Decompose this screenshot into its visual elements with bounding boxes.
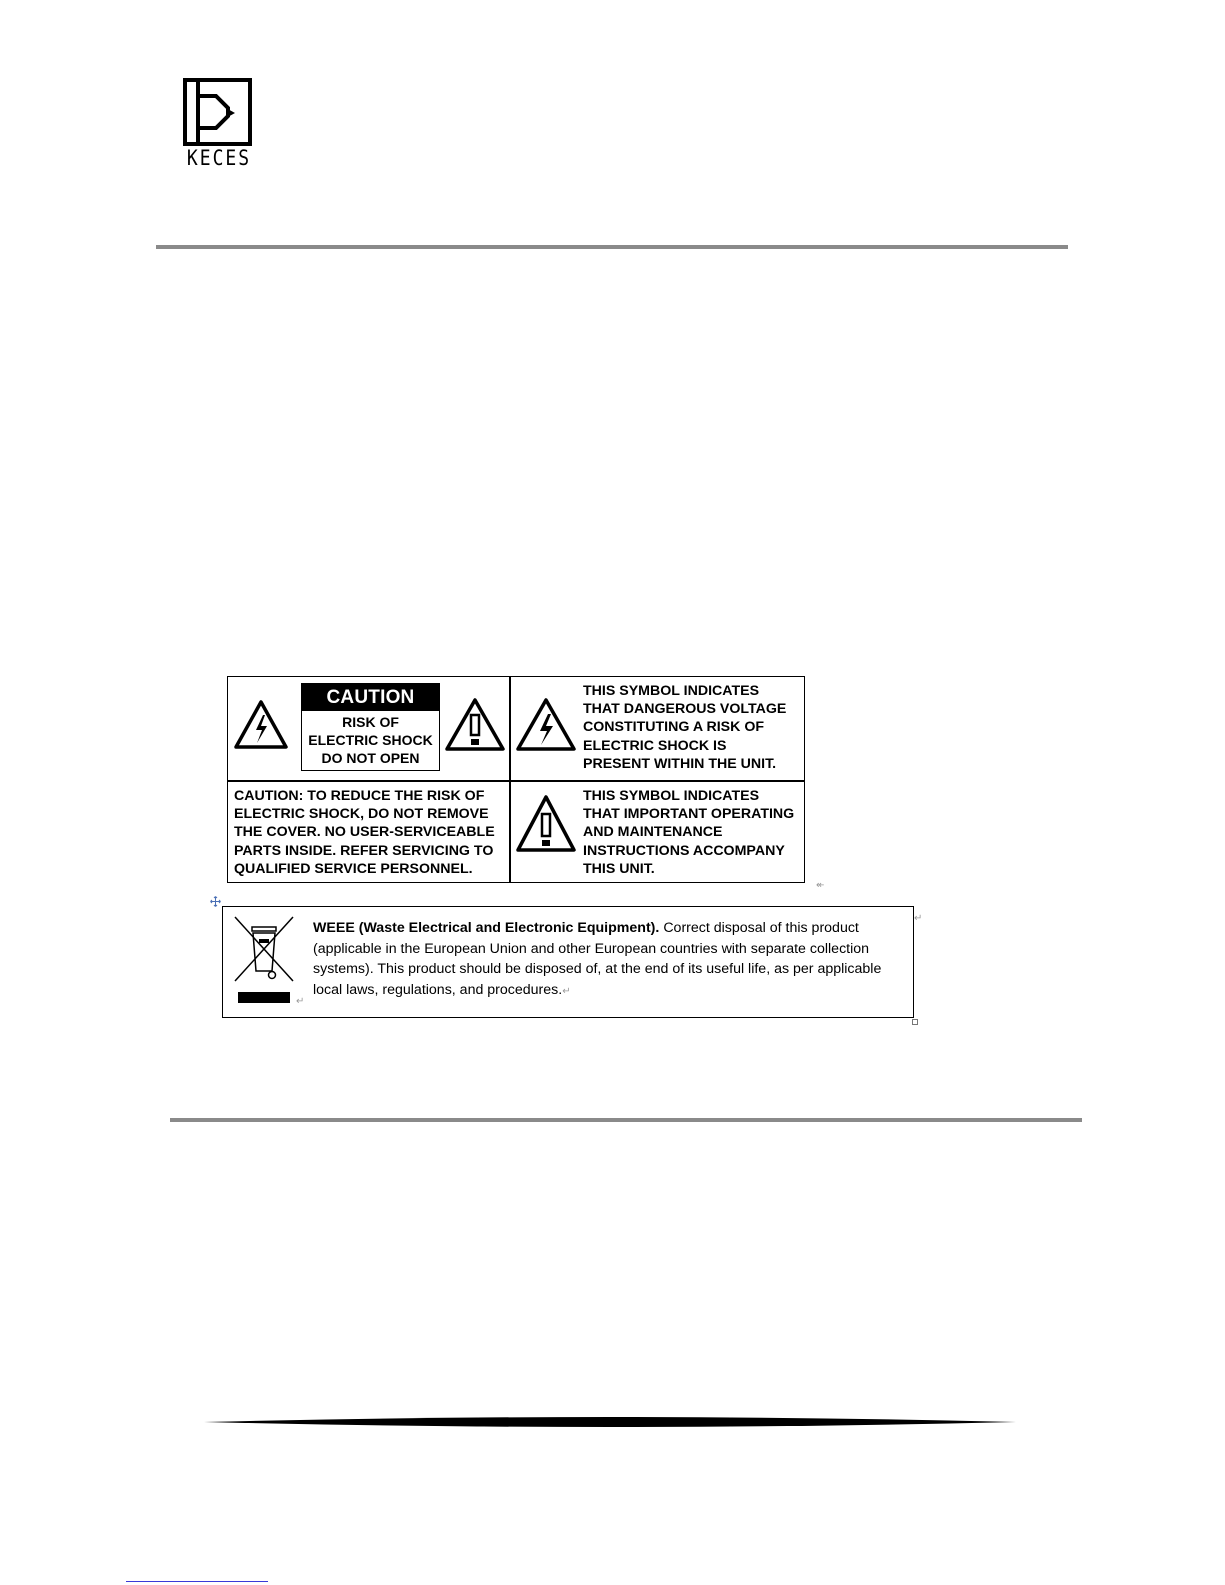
voltage-symbol-explanation [583, 682, 786, 773]
exclamation-warning-icon [444, 697, 506, 753]
text-line: THAT IMPORTANT OPERATING [583, 806, 795, 823]
top-divider [156, 245, 1068, 249]
lightning-warning-icon [233, 699, 289, 751]
logo-brand-text: KECES [186, 145, 252, 172]
text-line: QUALIFIED SERVICE PERSONNEL. [234, 860, 473, 877]
crossed-out-wheelie-bin-icon [233, 915, 295, 1005]
keces-logo [182, 78, 256, 174]
text-line: THAT DANGEROUS VOLTAGE [583, 701, 787, 718]
text-line: PRESENT WITHIN THE UNIT. [583, 755, 777, 772]
text-line: THIS SYMBOL INDICATES [583, 788, 760, 804]
caution-line: DO NOT OPEN [321, 750, 420, 766]
weee-body: Correct disposal of this product (applicable in the European Union and other European countries with separate collection systems). This product should be disposed of, at the end of its useful life, as per applicable local laws, regulations, and procedures. [313, 920, 882, 998]
text-line: INSTRUCTIONS ACCOMPANY [583, 842, 785, 859]
text-line: ELECTRIC SHOCK, DO NOT REMOVE [234, 806, 489, 823]
caution-line: ELECTRIC SHOCK [308, 732, 433, 748]
text-line: CONSTITUTING A RISK OF [583, 719, 765, 736]
caution-label [301, 683, 440, 771]
paragraph-mark: ↵ [296, 996, 305, 1007]
paragraph-mark: ↵ [914, 913, 923, 924]
text-line: THIS SYMBOL INDICATES [583, 683, 760, 699]
table-move-handle-icon[interactable] [210, 894, 221, 905]
table-resize-handle[interactable] [912, 1019, 918, 1025]
lightning-warning-icon [515, 697, 577, 753]
paragraph-mark: ↵ [562, 985, 571, 997]
table-horizontal-rule [228, 780, 804, 782]
weee-paragraph [313, 918, 903, 1000]
text-line: THE COVER. NO USER-SERVICEABLE [234, 824, 495, 841]
text-line: ELECTRIC SHOCK IS [583, 737, 727, 754]
operating-symbol-explanation [583, 787, 794, 878]
section-divider [170, 1118, 1082, 1122]
weee-notice [222, 906, 914, 1018]
text-line: CAUTION: TO REDUCE THE RISK OF [234, 788, 485, 804]
text-line: PARTS INSIDE. REFER SERVICING TO [234, 842, 494, 859]
text-line: AND MAINTENANCE [583, 824, 723, 841]
caution-instruction [234, 787, 495, 878]
footer-divider [204, 1412, 1016, 1432]
footer-link-underline[interactable] [126, 1573, 268, 1582]
weee-title: WEEE (Waste Electrical and Electronic Equipment). [313, 920, 660, 936]
caution-line: RISK OF [342, 714, 399, 730]
caution-table [227, 676, 805, 883]
caution-heading: CAUTION [302, 684, 439, 711]
exclamation-warning-icon [515, 794, 577, 854]
text-line: THIS UNIT. [583, 860, 655, 877]
arrow-mark: ↞ [816, 880, 825, 891]
